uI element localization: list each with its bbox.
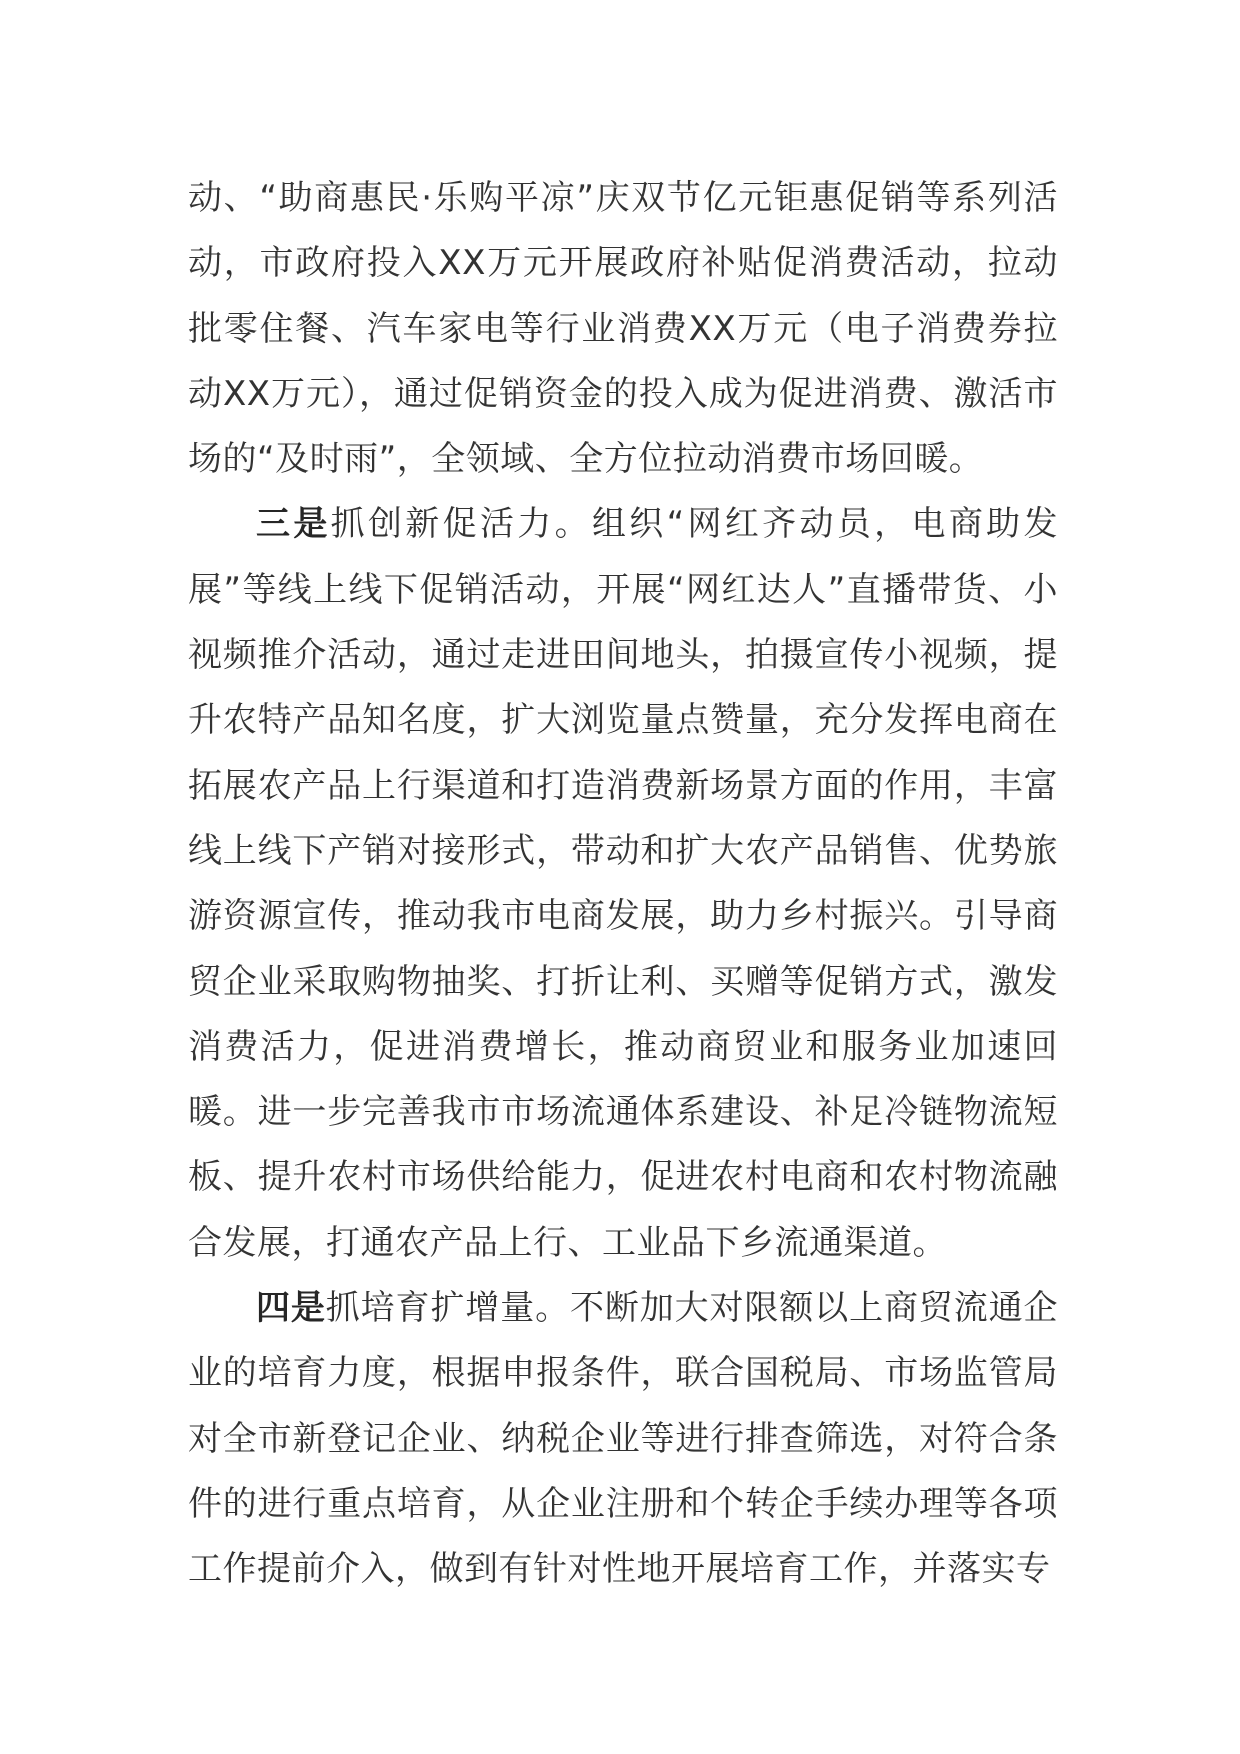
paragraph-three [188,492,1058,1276]
paragraph-four [188,1276,1058,1602]
paragraph-text: 抓创新促活力。组织“网红齐动员，电商助发展”等线上线下促销活动，开展“网红达人”直播带货、小视频推介活动，通过走进田间地头，拍摄宣传小视频，提升农特产品知名度，扩大浏览量点赞量，充分发挥电商在拓展农产品上行渠道和打造消费新场景方面的作用，丰富线上线下产销对接形式，带动和扩大农产品销售、优势旅游资源宣传，推动我市电商发展，助力乡村振兴。引导商贸企业采取购物抽奖、打折让利、买赠等促销方式，激发消费活力，促进消费增长，推动商贸业和服务业加速回暖。进一步完善我市市场流通体系建设、补足冷链物流短板、提升农村市场供给能力，促进农村电商和农村物流融合发展，打通农产品上行、工业品下乡流通渠道。 [188,504,1058,1263]
document-body [188,166,1058,1603]
paragraph-lead: 四是 [256,1288,326,1329]
paragraph-text: 动、“助商惠民·乐购平凉”庆双节亿元钜惠促销等系列活动，市政府投入XX万元开展政府补贴促消费活动，拉动批零住餐、汽车家电等行业消费XX万元（电子消费券拉动XX万元），通过促销资金的投入成为促进消费、激活市场的“及时雨”，全领域、全方位拉动消费市场回暖。 [188,178,1058,480]
paragraph-text: 抓培育扩增量。不断加大对限额以上商贸流通企业的培育力度，根据申报条件，联合国税局、市场监管局对全市新登记企业、纳税企业等进行排查筛选，对符合条件的进行重点培育，从企业注册和个转企手续办理等各项工作提前介入，做到有针对性地开展培育工作，并落实专 [188,1288,1059,1590]
paragraph-lead: 三是 [256,504,331,545]
paragraph-continuation [188,166,1058,492]
